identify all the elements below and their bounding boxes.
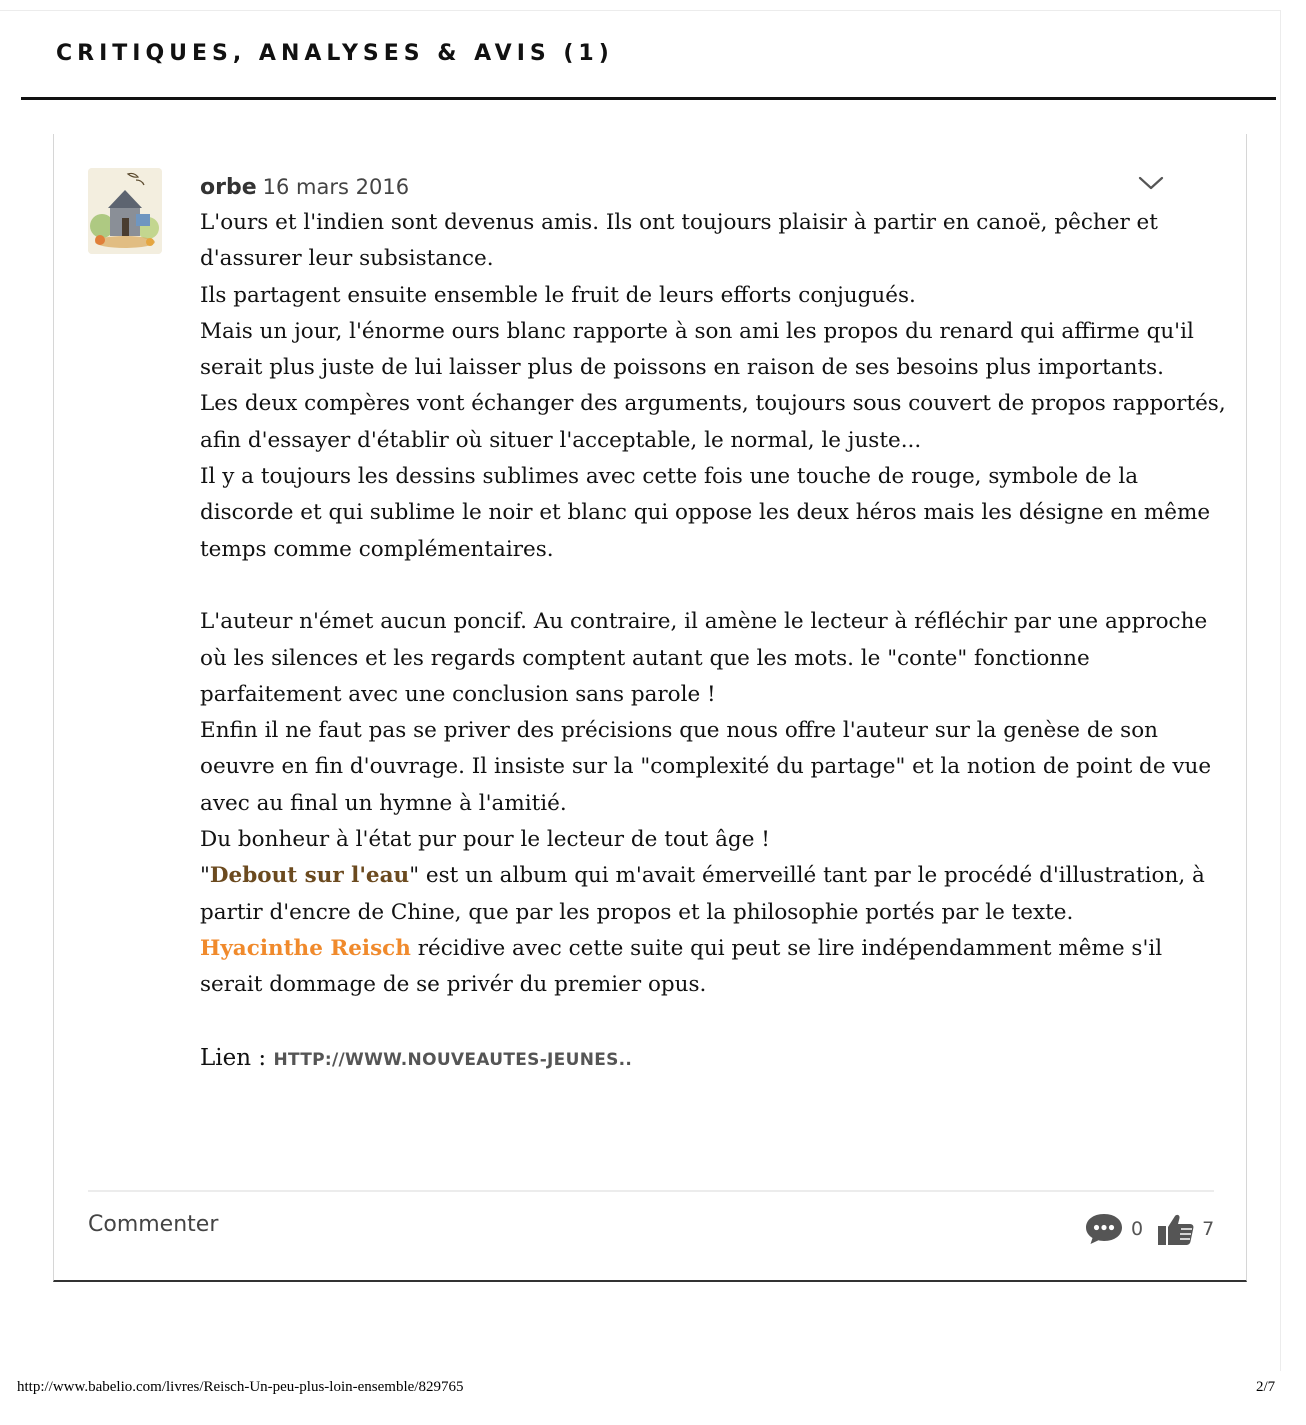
review-paragraph-author [200, 931, 1230, 1004]
author-name[interactable]: orbe [200, 175, 257, 200]
thumbs-up-icon [1157, 1212, 1195, 1246]
chevron-down-icon [1136, 172, 1166, 194]
review-paragraph: Du bonheur à l'état pur pour le lecteur de tout âge ! [200, 827, 770, 853]
review-paragraph: L'auteur n'émet aucun poncif. Au contraire, il amène le lecteur à réfléchir par une approche où les silences et les regards comptent autant que les mots. le "conte" fonctionne parfaitement avec une conclusion sans parole ! [200, 609, 1208, 707]
review-card [53, 134, 1247, 1282]
section-title: CRITIQUES, ANALYSES & AVIS (1) [56, 41, 614, 66]
review-paragraph-book [200, 858, 1230, 931]
review-paragraph: Les deux compères vont échanger des arguments, toujours sous couvert de propos rapportés, afin d'essayer d'établir où situer l'acceptable, le normal, le juste... [200, 391, 1226, 453]
book-sentence: " est un album qui m'avait émerveillé tant par le procédé d'illustration, à partir d'encre de Chine, que par les propos et la philosophie portés par le texte. [200, 863, 1205, 925]
footer-url: http://www.babelio.com/livres/Reisch-Un-peu-plus-loin-ensemble/829765 [17, 1379, 464, 1395]
review-menu-toggle[interactable] [1136, 172, 1166, 194]
footer-page-number: 2/7 [1256, 1379, 1276, 1395]
review-body [200, 205, 1230, 1078]
review-paragraph: Mais un jour, l'énorme ours blanc rapporte à son ami les propos du renard qui affirme qu'il serait plus juste de lui laisser plus de poissons en raison de ses besoins plus importants. [200, 318, 1194, 381]
review-paragraph: Ils partagent ensuite ensemble le fruit de leurs efforts conjugués. [200, 282, 916, 308]
avatar[interactable] [88, 168, 162, 254]
author-sentence: récidive avec cette suite qui peut se lire indépendamment même s'il serait dommage de se privér du premier opus. [200, 935, 1163, 998]
review-date: 16 mars 2016 [262, 175, 410, 199]
review-meta [200, 171, 409, 204]
avatar-illustration [88, 168, 162, 254]
lien-label: Lien : [200, 1044, 274, 1071]
comment-button[interactable]: Commenter [88, 1212, 219, 1237]
external-link-row [200, 1040, 1230, 1078]
book-author-link[interactable]: Hyacinthe Reisch [200, 935, 411, 961]
external-link[interactable]: HTTP://WWW.NOUVEAUTES-JEUNES.. [273, 1049, 633, 1070]
comments-button[interactable] [1084, 1211, 1143, 1247]
review-actions [1084, 1211, 1214, 1247]
card-divider [88, 1190, 1214, 1192]
like-count: 7 [1202, 1218, 1215, 1240]
like-button[interactable] [1157, 1212, 1214, 1246]
book-title-link[interactable]: Debout sur l'eau [209, 863, 410, 889]
paragraph-spacer [200, 568, 1230, 604]
section-header [21, 10, 1276, 100]
quote-mark: " [200, 863, 210, 889]
comment-bubble-icon [1084, 1211, 1124, 1247]
review-paragraph: L'ours et l'indien sont devenus amis. Ils ont toujours plaisir à partir en canoë, pêcher et d'assurer leur subsistance. [200, 210, 1158, 272]
comment-count: 0 [1131, 1218, 1144, 1240]
review-paragraph: Enfin il ne faut pas se priver des précisions que nous offre l'auteur sur la genèse de son oeuvre en fin d'ouvrage. Il insiste sur la "complexité du partage" et la notion de point de vue avec au final un hymne à l'amitié. [200, 718, 1212, 816]
review-paragraph: Il y a toujours les dessins sublimes avec cette fois une touche de rouge, symbole de la discorde et qui sublime le noir et blanc qui oppose les deux héros mais les désigne en même temps comme complémentaires. [200, 464, 1211, 562]
